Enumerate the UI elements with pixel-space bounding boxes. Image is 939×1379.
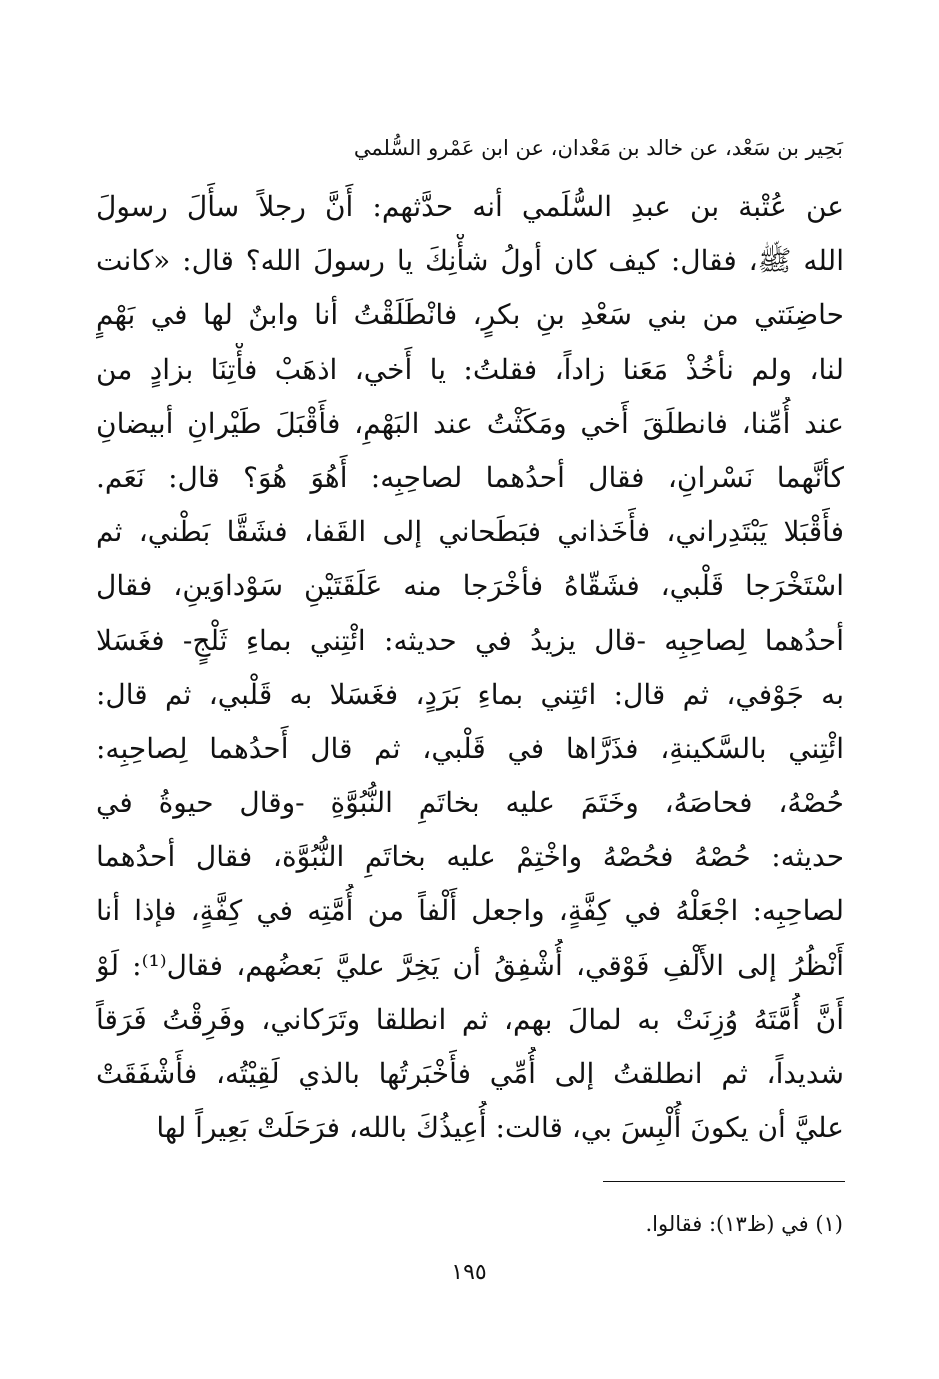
text-line: فأَقْبَلا يَبْتَدِراني، فأَخَذاني فبَطَحاني إلى القَفا، فشَقَّا بَطْني، ثم <box>96 515 844 549</box>
text-line: أحدُهما لِصاحِبِه -قال يزيدُ في حديثه: ائْتِني بماءِ ثَلْجٍ- فغَسَلا <box>96 623 844 657</box>
text-line: حُصْهُ، فحاصَهُ، وخَتَمَ عليه بخاتَمِ النُّبُوَّةِ -وقال حيوةُ في <box>96 786 844 820</box>
text-line: شديداً، ثم انطلقتُ إلى أُمِّي فأَخْبَرتُها بالذي لَقِيْتُه، فأَشْفَقَتْ <box>96 1057 844 1090</box>
text-line: عن عُتْبة بن عبدِ السُّلَمي أنه حدَّثهم: أَنَّ رجلاً سأَلَ رسولَ <box>96 190 844 223</box>
text-line: أَنْظُرُ إلى الأَلْفِ فَوْقي، أُشْفِقُ أن يَخِرَّ عليَّ بَعضُهم، فقال⁽¹⁾: لَوْ <box>96 948 844 982</box>
footnote: (١) في (ظ١٣): فقالوا. <box>645 1212 843 1236</box>
text-line: حديثه: حُصْهُ فحُصْهُ واخْتِمْ عليه بخاتَمِ النُّبُوَّة، فقال أحدُهما <box>96 840 844 874</box>
text-line: اسْتَخْرَجا قَلْبي، فشَقّاهُ فأخْرَجا منه عَلَقَتَيْنِ سَوْداوَينِ، فقال <box>96 569 844 603</box>
text-line: عليَّ أن يكونَ أُلْبِسَ بي، قالت: أُعِيذُكَ بالله، فرَحَلَتْ بَعِيراً لها <box>156 1111 844 1145</box>
text-line: عند أُمِّنا، فانطلَقَ أَخي ومَكَثْتُ عند البَهْمِ، فأَقْبَلَ طَيْرانِ أبيضانِ <box>96 406 844 440</box>
isnad-continuation-line: بَحِير بن سَعْد، عن خالد بن مَعْدان، عن ابن عَمْرو السُّلمي <box>353 136 843 160</box>
text-line: لصاحِبِه: اجْعَلْهُ في كِفَّةٍ، واجعل أَلْفاً من أُمَّتِه في كِفَّةٍ، فإذا أنا <box>96 894 844 928</box>
text-line: أَنَّ أُمَّتَهُ وُزِنَتْ به لمالَ بهم، ثم انطلقا وتَرَكاني، وفَرِقْتُ فَرَقاً <box>96 1002 844 1036</box>
text-line: ائْتِني بالسَّكينةِ، فذَرَّاها في قَلْبي، ثم قال أَحدُهما لِصاحِبِه: <box>96 731 844 765</box>
hadith-text <box>96 180 844 1155</box>
text-line: كأنَّهما نَسْرانِ، فقال أحدُهما لصاحِبِه: أَهُوَ هُوَ؟ قال: نَعَم. <box>96 460 844 494</box>
text-line: حاضِنَتي من بني سَعْدِ بنِ بكرٍ، فانْطَلَقْتُ أنا وابنٌ لها في بَهْمٍ <box>96 298 844 332</box>
text-line: الله ﷺ، فقال: كيف كان أولُ شأْنِكَ يا رسولَ الله؟ قال: «كانت <box>96 244 844 278</box>
page-number: ١٩٥ <box>451 1260 487 1285</box>
text-line: به جَوْفي، ثم قال: ائتِني بماءِ بَرَدٍ، فغَسَلا به قَلْبي، ثم قال: <box>96 677 844 711</box>
text-line: لنا، ولم نأخُذْ مَعَنا زاداً، فقلتُ: يا أَخي، اذهَبْ فأْتِنَا بزادٍ من <box>96 352 844 386</box>
footnote-separator <box>603 1181 845 1182</box>
